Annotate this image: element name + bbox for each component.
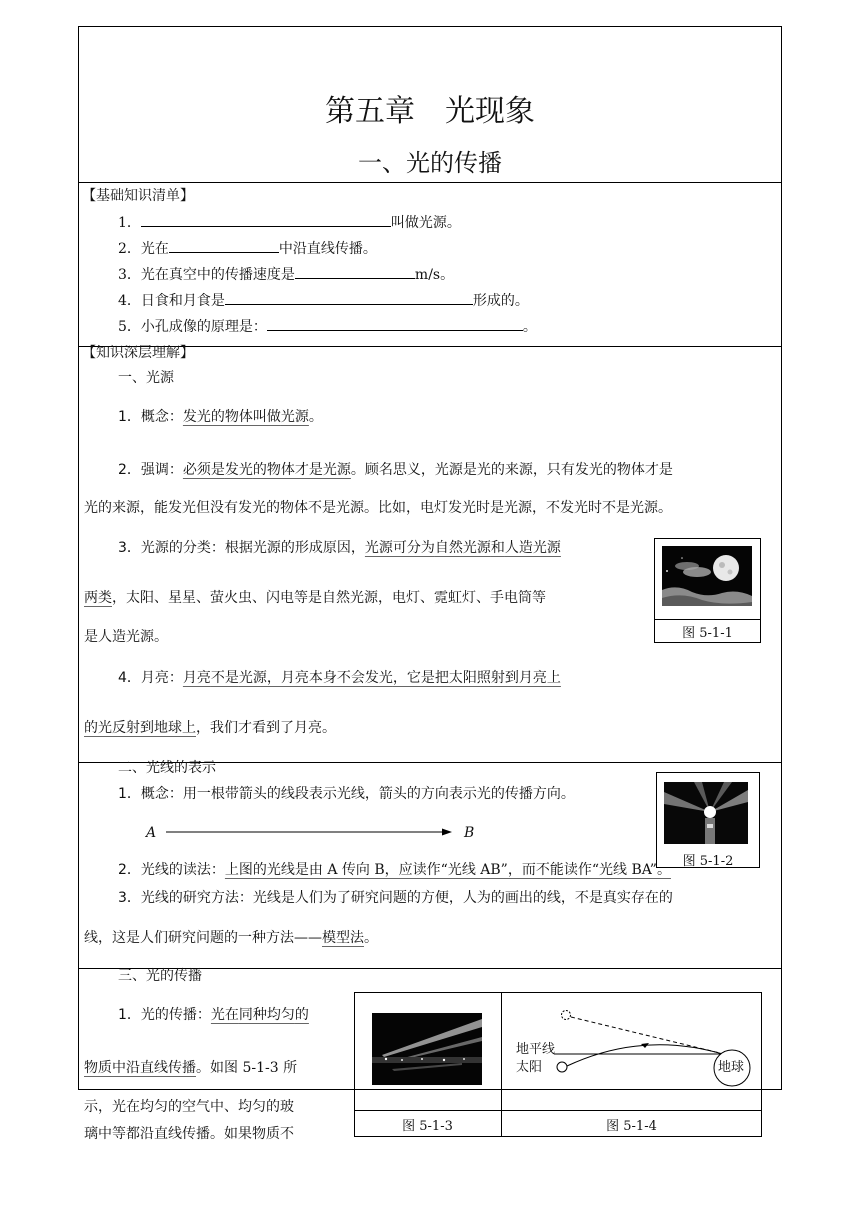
- figure-divider: [654, 619, 761, 620]
- para-label: 2．光线的读法：: [118, 862, 225, 878]
- keyword: 同种均匀: [238, 1007, 295, 1023]
- para-text: 光源可分为: [364, 540, 435, 556]
- para-text: 的物体才是光源: [252, 462, 351, 478]
- sec3-p1-line3: 示，光在均匀的空气中、均匀的玻: [84, 1099, 294, 1115]
- earth-label: 地球: [718, 1060, 745, 1075]
- keyword: 人造光源: [504, 540, 561, 556]
- keyword: 直线: [140, 1060, 168, 1076]
- sec3-p1-line4: 璃中等都沿直线传播。如果物质不: [84, 1126, 294, 1142]
- row-divider: [78, 182, 782, 183]
- sec1-p1: [118, 407, 323, 427]
- keyword: 反射: [112, 720, 140, 736]
- item-text: 2．光在: [118, 241, 169, 257]
- para-text: ，太阳、星星、萤火虫、闪电等是自然光源，电灯、霓虹灯、手电筒等: [112, 590, 546, 606]
- chapter-title: 第五章 光现象: [325, 94, 535, 129]
- figure-caption: 图 5-1-4: [606, 1119, 657, 1134]
- sec1-p4: [118, 668, 561, 688]
- item-text: 叫做光源。: [390, 215, 461, 231]
- para-text: 。: [364, 930, 378, 946]
- ray-point-a: A: [146, 825, 157, 841]
- para-text: 月亮: [182, 670, 211, 686]
- para-text: 到地球上: [140, 720, 196, 736]
- keyword: 光源: [280, 409, 309, 425]
- basic-item-3: [118, 264, 454, 285]
- para-text: 传播: [168, 1060, 196, 1076]
- sec3-title: 三、光的传播: [118, 968, 202, 984]
- deep-heading: 【知识深层理解】: [82, 345, 194, 361]
- sec1-p2: [118, 460, 673, 480]
- item-text: 。: [522, 319, 537, 335]
- sec1-p3-line3: 是人造光源。: [84, 629, 168, 645]
- keyword: 不是: [210, 670, 239, 686]
- para-text: 用一根带箭头的线段表示光线，箭头的方向表示光的传播方向。: [182, 786, 575, 802]
- sun-label: 太阳: [516, 1060, 543, 1075]
- para-text: 的光: [84, 720, 112, 736]
- keyword: 模型法: [322, 930, 364, 946]
- para-text: 线，这是人们研究问题的一种方法——: [84, 930, 322, 946]
- para-text: ，我们才看到了月亮。: [196, 720, 336, 736]
- fill-blank[interactable]: [169, 238, 279, 253]
- horizon-label: 地平线: [516, 1042, 556, 1057]
- basic-heading: 【基础知识清单】: [82, 188, 194, 204]
- para-label: 4．月亮：: [118, 670, 183, 686]
- sec1-p4-line2: [84, 718, 336, 738]
- night-light-beams-image: [372, 1013, 482, 1085]
- lighthouse-image: [664, 782, 748, 844]
- para-text: 物质中沿: [84, 1060, 140, 1076]
- para-text: 光线是人们为了研究问题的方便，人为的画出的线，不是真实存在的: [252, 890, 673, 906]
- figure-caption: 图 5-1-1: [682, 626, 733, 641]
- moon-night-image: [662, 546, 752, 606]
- para-text: 发光的物体叫做: [182, 409, 281, 425]
- item-text: 4．日食和月食是: [118, 293, 225, 309]
- sec3-p1: [118, 1005, 309, 1025]
- item-text: 3．光在真空中的传播速度是: [118, 267, 295, 283]
- fill-blank[interactable]: [225, 290, 473, 305]
- para-label: 2．强调：: [118, 462, 183, 478]
- para-label: 1．光的传播：: [118, 1007, 211, 1023]
- para-label: 3．光线的研究方法：: [118, 890, 253, 906]
- para-text: 。: [308, 409, 323, 425]
- item-text: 形成的。: [472, 293, 529, 309]
- para-label: 1．概念：: [118, 409, 183, 425]
- section-title: 一、光的传播: [358, 149, 502, 177]
- sec1-p3-line2: [84, 588, 546, 608]
- sec2-p1: [118, 784, 575, 804]
- para-text: 。顾名思义，光源是光的来源，只有发光的物体才是: [350, 462, 673, 478]
- figure-caption: 图 5-1-3: [402, 1119, 453, 1134]
- figure-caption: 图 5-1-2: [682, 854, 734, 869]
- para-text: 上图的光线是由 A 传向 B，应读作“光线 AB”，而不能读作“光线 BA”。: [224, 862, 671, 878]
- fill-blank[interactable]: [267, 316, 523, 331]
- sec1-p2-line2: 光的来源，能发光但没有发光的物体不是光源。比如，电灯发光时是光源，不发光时不是光源。: [84, 500, 672, 516]
- para-label: 3．光源的分类：: [118, 540, 225, 556]
- para-text: 必须是: [182, 462, 225, 478]
- para-text: 光源，月亮本身不会发光: [238, 670, 393, 686]
- sec2-p2: [118, 860, 671, 880]
- basic-item-2: [118, 238, 377, 259]
- basic-item-5: [118, 316, 537, 337]
- sec2-title: 二、光线的表示: [118, 760, 216, 776]
- sec1-p3: [118, 538, 561, 558]
- figure-table-divider: [354, 1110, 762, 1111]
- para-label: 1．概念：: [118, 786, 183, 802]
- keyword: 发光: [224, 462, 253, 478]
- para-text: 的: [294, 1007, 309, 1023]
- para-text: 根据光源的形成原因，: [224, 540, 365, 556]
- fill-blank[interactable]: [141, 212, 391, 227]
- basic-item-1: [118, 212, 461, 233]
- ray-point-b: B: [464, 825, 475, 841]
- item-text: m/s。: [414, 267, 455, 283]
- keyword: 两类: [84, 590, 112, 606]
- item-text: 5．小孔成像的原理是：: [118, 319, 267, 335]
- fill-blank[interactable]: [295, 264, 415, 279]
- sec1-title: 一、光源: [118, 370, 174, 386]
- item-number: 1．: [118, 215, 141, 231]
- basic-item-4: [118, 290, 529, 311]
- sec3-p1-line2: [84, 1058, 297, 1078]
- sec2-p3-line2: [84, 928, 378, 948]
- para-text: ，它是把太阳照射到月亮上: [392, 670, 561, 686]
- keyword: 自然光源: [434, 540, 491, 556]
- light-ray-arrow: [164, 826, 454, 838]
- para-text: 和: [490, 540, 505, 556]
- para-text: 。如图 5-1-3 所: [196, 1060, 298, 1076]
- sec2-p3: [118, 888, 673, 908]
- para-text: 光在: [210, 1007, 239, 1023]
- item-text: 中沿直线传播。: [278, 241, 377, 257]
